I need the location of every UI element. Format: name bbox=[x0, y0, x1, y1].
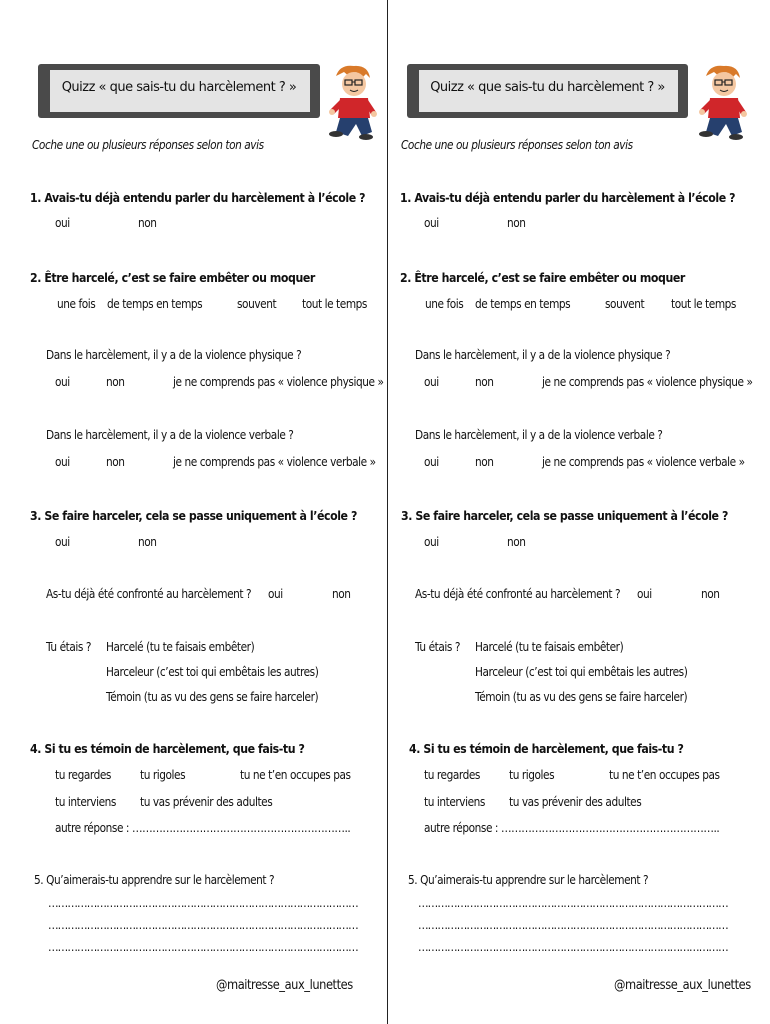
verbal-option-oui[interactable]: oui bbox=[55, 455, 70, 469]
q5-answer-line-1[interactable]: …………………………………………………………………………………… bbox=[418, 896, 728, 910]
physical-violence-question: Dans le harcèlement, il y a de la violence physique ? bbox=[415, 348, 671, 362]
verbal-violence-question: Dans le harcèlement, il y a de la violence verbale ? bbox=[415, 428, 663, 442]
instruction-text: Coche une ou plusieurs réponses selon ton avis bbox=[401, 138, 633, 152]
verbal-option-oui[interactable]: oui bbox=[424, 455, 439, 469]
boy-illustration-icon bbox=[696, 62, 750, 140]
role-option-harceleur[interactable]: Harceleur (c’est toi qui embêtais les autres) bbox=[106, 665, 319, 679]
verbal-violence-question: Dans le harcèlement, il y a de la violence verbale ? bbox=[46, 428, 294, 442]
role-question: Tu étais ? bbox=[415, 640, 461, 654]
question-1-label: 1. Avais-tu déjà entendu parler du harcèlement à l’école ? bbox=[400, 190, 736, 205]
boy-illustration-icon bbox=[326, 62, 380, 140]
role-option-harceleur[interactable]: Harceleur (c’est toi qui embêtais les autres) bbox=[475, 665, 688, 679]
role-question: Tu étais ? bbox=[46, 640, 92, 654]
q4-option-tu-regardes[interactable]: tu regardes bbox=[424, 768, 480, 782]
q5-answer-line-3[interactable]: …………………………………………………………………………………… bbox=[48, 940, 358, 954]
q2-option-de-temps-en-temps[interactable]: de temps en temps bbox=[475, 297, 571, 311]
q5-answer-line-2[interactable]: …………………………………………………………………………………… bbox=[48, 918, 358, 932]
q1-option-non[interactable]: non bbox=[507, 216, 526, 230]
q2-option-une-fois[interactable]: une fois bbox=[57, 297, 96, 311]
q4-option-prevenir-adultes[interactable]: tu vas prévenir des adultes bbox=[140, 795, 273, 809]
confronted-option-non[interactable]: non bbox=[332, 587, 351, 601]
question-3-label: 3. Se faire harceler, cela se passe uniquement à l’école ? bbox=[30, 508, 357, 523]
physical-option-non[interactable]: non bbox=[475, 375, 494, 389]
q4-option-prevenir-adultes[interactable]: tu vas prévenir des adultes bbox=[509, 795, 642, 809]
q2-option-tout-le-temps[interactable]: tout le temps bbox=[671, 297, 736, 311]
verbal-option-non[interactable]: non bbox=[106, 455, 125, 469]
q1-option-non[interactable]: non bbox=[138, 216, 157, 230]
question-4-label: 4. Si tu es témoin de harcèlement, que fais-tu ? bbox=[409, 741, 684, 756]
physical-option-unknown[interactable]: je ne comprends pas « violence physique » bbox=[173, 375, 384, 389]
q1-option-oui[interactable]: oui bbox=[424, 216, 439, 230]
role-option-harcele[interactable]: Harcelé (tu te faisais embêter) bbox=[475, 640, 624, 654]
confronted-question: As-tu déjà été confronté au harcèlement ? bbox=[46, 587, 252, 601]
author-credit: @maitresse_aux_lunettes bbox=[216, 978, 353, 993]
confronted-option-oui[interactable]: oui bbox=[268, 587, 283, 601]
q4-other-answer[interactable]: autre réponse : ……………………………………………………….. bbox=[55, 821, 351, 835]
verbal-option-unknown[interactable]: je ne comprends pas « violence verbale » bbox=[542, 455, 745, 469]
q2-option-souvent[interactable]: souvent bbox=[605, 297, 645, 311]
question-4-label: 4. Si tu es témoin de harcèlement, que fais-tu ? bbox=[30, 741, 305, 756]
quiz-title: Quizz « que sais-tu du harcèlement ? » bbox=[61, 80, 297, 95]
q2-option-de-temps-en-temps[interactable]: de temps en temps bbox=[107, 297, 203, 311]
verbal-option-non[interactable]: non bbox=[475, 455, 494, 469]
title-banner bbox=[407, 64, 688, 118]
q2-option-tout-le-temps[interactable]: tout le temps bbox=[302, 297, 367, 311]
role-option-temoin[interactable]: Témoin (tu as vu des gens se faire harceler) bbox=[475, 690, 688, 704]
physical-violence-question: Dans le harcèlement, il y a de la violence physique ? bbox=[46, 348, 302, 362]
quiz-title: Quizz « que sais-tu du harcèlement ? » bbox=[430, 80, 665, 95]
q4-option-ne-ten-occupes-pas[interactable]: tu ne t’en occupes pas bbox=[609, 768, 720, 782]
q4-option-tu-regardes[interactable]: tu regardes bbox=[55, 768, 111, 782]
q4-option-tu-rigoles[interactable]: tu rigoles bbox=[509, 768, 555, 782]
q4-option-tu-interviens[interactable]: tu interviens bbox=[55, 795, 116, 809]
question-5-label: 5. Qu’aimerais-tu apprendre sur le harcèlement ? bbox=[34, 873, 275, 887]
question-3-label: 3. Se faire harceler, cela se passe uniquement à l’école ? bbox=[401, 508, 728, 523]
q4-option-tu-rigoles[interactable]: tu rigoles bbox=[140, 768, 186, 782]
q3-option-oui[interactable]: oui bbox=[55, 535, 70, 549]
q3-option-non[interactable]: non bbox=[507, 535, 526, 549]
q2-option-une-fois[interactable]: une fois bbox=[425, 297, 464, 311]
verbal-option-unknown[interactable]: je ne comprends pas « violence verbale » bbox=[173, 455, 376, 469]
instruction-text: Coche une ou plusieurs réponses selon ton avis bbox=[32, 138, 264, 152]
question-2-label: 2. Être harcelé, c’est se faire embêter ou moquer bbox=[30, 270, 315, 285]
confronted-option-oui[interactable]: oui bbox=[637, 587, 652, 601]
question-1-label: 1. Avais-tu déjà entendu parler du harcèlement à l’école ? bbox=[30, 190, 366, 205]
physical-option-oui[interactable]: oui bbox=[55, 375, 70, 389]
physical-option-oui[interactable]: oui bbox=[424, 375, 439, 389]
role-option-temoin[interactable]: Témoin (tu as vu des gens se faire harceler) bbox=[106, 690, 319, 704]
confronted-option-non[interactable]: non bbox=[701, 587, 720, 601]
q3-option-oui[interactable]: oui bbox=[424, 535, 439, 549]
q1-option-oui[interactable]: oui bbox=[55, 216, 70, 230]
role-option-harcele[interactable]: Harcelé (tu te faisais embêter) bbox=[106, 640, 255, 654]
q5-answer-line-2[interactable]: …………………………………………………………………………………… bbox=[418, 918, 728, 932]
physical-option-unknown[interactable]: je ne comprends pas « violence physique » bbox=[542, 375, 753, 389]
question-5-label: 5. Qu’aimerais-tu apprendre sur le harcèlement ? bbox=[408, 873, 649, 887]
confronted-question: As-tu déjà été confronté au harcèlement ? bbox=[415, 587, 621, 601]
physical-option-non[interactable]: non bbox=[106, 375, 125, 389]
q4-option-tu-interviens[interactable]: tu interviens bbox=[424, 795, 485, 809]
author-credit: @maitresse_aux_lunettes bbox=[614, 978, 751, 993]
title-banner bbox=[38, 64, 320, 118]
q5-answer-line-3[interactable]: …………………………………………………………………………………… bbox=[418, 940, 728, 954]
question-2-label: 2. Être harcelé, c’est se faire embêter ou moquer bbox=[400, 270, 685, 285]
q3-option-non[interactable]: non bbox=[138, 535, 157, 549]
quiz-sheet-right bbox=[388, 0, 770, 1024]
q2-option-souvent[interactable]: souvent bbox=[237, 297, 277, 311]
q4-other-answer[interactable]: autre réponse : ……………………………………………………….. bbox=[424, 821, 720, 835]
q4-option-ne-ten-occupes-pas[interactable]: tu ne t’en occupes pas bbox=[240, 768, 351, 782]
q5-answer-line-1[interactable]: …………………………………………………………………………………… bbox=[48, 896, 358, 910]
